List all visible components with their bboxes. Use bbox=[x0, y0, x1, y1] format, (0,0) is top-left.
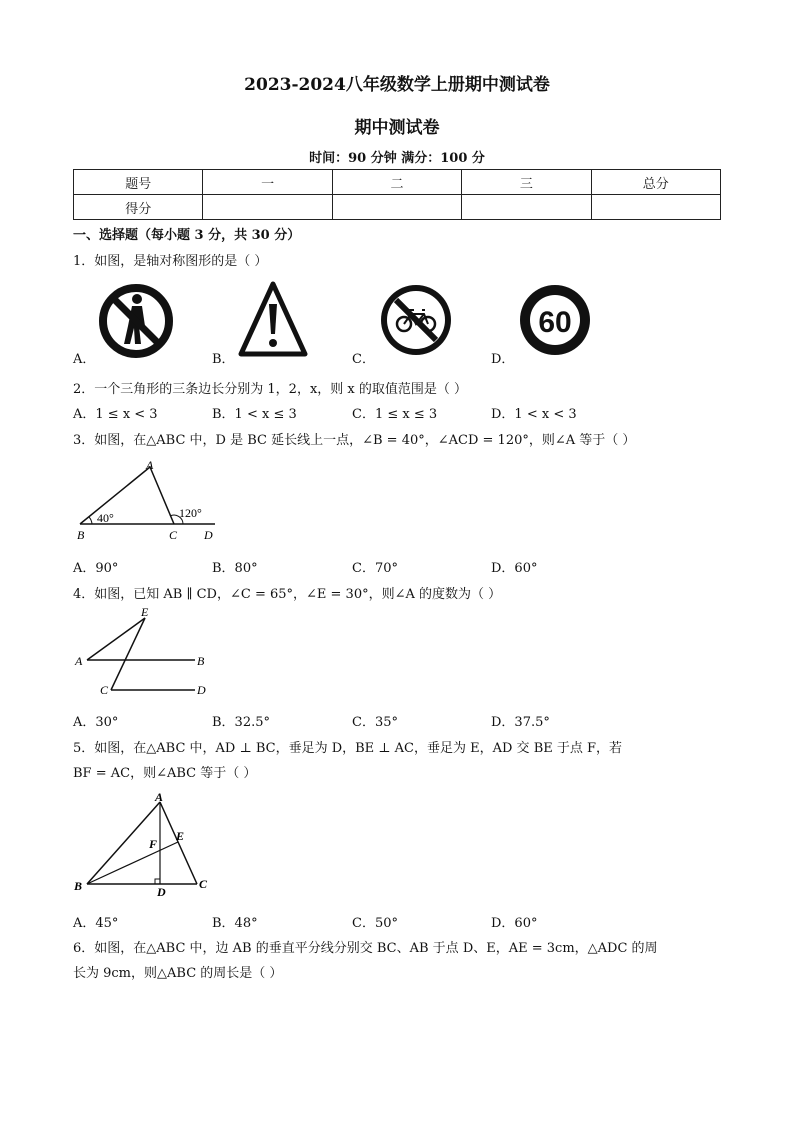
table-cell: 总分 bbox=[591, 170, 720, 195]
label-d: D bbox=[157, 885, 166, 896]
table-cell: 得分 bbox=[74, 195, 203, 220]
q3-option-a[interactable]: A．90° bbox=[73, 561, 119, 576]
score-table-header-row bbox=[74, 170, 721, 195]
q2-option-a[interactable]: A．1 ≤ x < 3 bbox=[73, 407, 158, 422]
score-table bbox=[73, 169, 721, 220]
section-title: 一、选择题（每小题 3 分，共 30 分） bbox=[73, 228, 301, 243]
exam-title: 2023-2024八年级数学上册期中测试卷 bbox=[244, 75, 550, 95]
label-d: D bbox=[204, 528, 213, 542]
angle-b-label: 40° bbox=[97, 511, 114, 525]
score-input-cell[interactable] bbox=[591, 195, 720, 220]
q3-triangle-figure bbox=[73, 455, 223, 543]
question-5-stem-line2: BF = AC，则∠ABC 等于（ ） bbox=[73, 766, 257, 781]
score-input-cell[interactable] bbox=[203, 195, 332, 220]
speed-limit-text: 60 bbox=[538, 306, 572, 339]
label-b: B bbox=[197, 654, 205, 668]
label-a: A bbox=[75, 654, 83, 668]
no-bicycle-sign-icon bbox=[378, 282, 454, 358]
q4-option-a[interactable]: A．30° bbox=[73, 715, 119, 730]
q2-option-d[interactable]: D．1 < x < 3 bbox=[491, 407, 577, 422]
q1-option-a[interactable]: A． bbox=[73, 352, 96, 367]
label-c: C bbox=[100, 683, 109, 697]
q3-option-b[interactable]: B．80° bbox=[212, 561, 258, 576]
q2-option-b[interactable]: B．1 < x ≤ 3 bbox=[212, 407, 297, 422]
no-pedestrian-sign-icon bbox=[97, 282, 175, 360]
speed-limit-sign-icon bbox=[517, 282, 593, 358]
score-input-cell[interactable] bbox=[332, 195, 461, 220]
q5-triangle-figure bbox=[73, 790, 213, 896]
q3-option-d[interactable]: D．60° bbox=[491, 561, 538, 576]
label-c: C bbox=[169, 528, 178, 542]
label-b: B bbox=[77, 528, 85, 542]
exam-subtitle: 期中测试卷 bbox=[354, 118, 440, 138]
label-e: E bbox=[141, 605, 149, 619]
question-1-stem: 1．如图，是轴对称图形的是（ ） bbox=[73, 254, 268, 269]
question-6-stem-line1: 6．如图，在△ABC 中，边 AB 的垂直平分线分别交 BC、AB 于点 D、E，AE = 3cm，△ADC 的周 bbox=[73, 941, 658, 956]
table-cell: 三 bbox=[462, 170, 591, 195]
label-b: B bbox=[74, 879, 83, 893]
q1-option-c[interactable]: C． bbox=[352, 352, 375, 367]
label-e: E bbox=[176, 829, 185, 843]
label-f: F bbox=[149, 837, 158, 851]
q1-option-d[interactable]: D． bbox=[491, 352, 515, 367]
question-2-stem: 2．一个三角形的三条边长分别为 1，2，x，则 x 的取值范围是（ ） bbox=[73, 382, 468, 397]
q4-parallel-lines-figure bbox=[73, 604, 213, 700]
label-a: A bbox=[146, 458, 154, 472]
question-6-stem-line2: 长为 9cm，则△ABC 的周长是（ ） bbox=[73, 966, 283, 981]
table-cell: 二 bbox=[332, 170, 461, 195]
table-cell: 题号 bbox=[74, 170, 203, 195]
time-info: 时间：90 分钟 满分：100 分 bbox=[309, 151, 485, 166]
label-a: A bbox=[155, 790, 164, 804]
angle-c-label: 120° bbox=[179, 506, 202, 520]
q4-option-c[interactable]: C．35° bbox=[352, 715, 398, 730]
q2-option-c[interactable]: C．1 ≤ x ≤ 3 bbox=[352, 407, 438, 422]
score-table-score-row bbox=[74, 195, 721, 220]
question-4-stem: 4．如图，已知 AB ∥ CD，∠C = 65°，∠E = 30°，则∠A 的度数为（ ） bbox=[73, 587, 502, 602]
label-c: C bbox=[199, 877, 208, 891]
score-input-cell[interactable] bbox=[462, 195, 591, 220]
q5-option-b[interactable]: B．48° bbox=[212, 916, 258, 931]
q5-option-a[interactable]: A．45° bbox=[73, 916, 119, 931]
question-5-stem-line1: 5．如图，在△ABC 中，AD ⊥ BC，垂足为 D，BE ⊥ AC，垂足为 E，AD 交 BE 于点 F，若 bbox=[73, 741, 623, 756]
warning-triangle-sign-icon bbox=[238, 280, 308, 358]
q4-option-d[interactable]: D．37.5° bbox=[491, 715, 550, 730]
table-cell: 一 bbox=[203, 170, 332, 195]
q1-option-b[interactable]: B． bbox=[212, 352, 235, 367]
label-d: D bbox=[197, 683, 206, 697]
q5-option-c[interactable]: C．50° bbox=[352, 916, 398, 931]
q4-option-b[interactable]: B．32.5° bbox=[212, 715, 270, 730]
q5-option-d[interactable]: D．60° bbox=[491, 916, 538, 931]
question-3-stem: 3．如图，在△ABC 中，D 是 BC 延长线上一点，∠B = 40°，∠ACD = 120°，则∠A 等于（ ） bbox=[73, 433, 636, 448]
q3-option-c[interactable]: C．70° bbox=[352, 561, 398, 576]
